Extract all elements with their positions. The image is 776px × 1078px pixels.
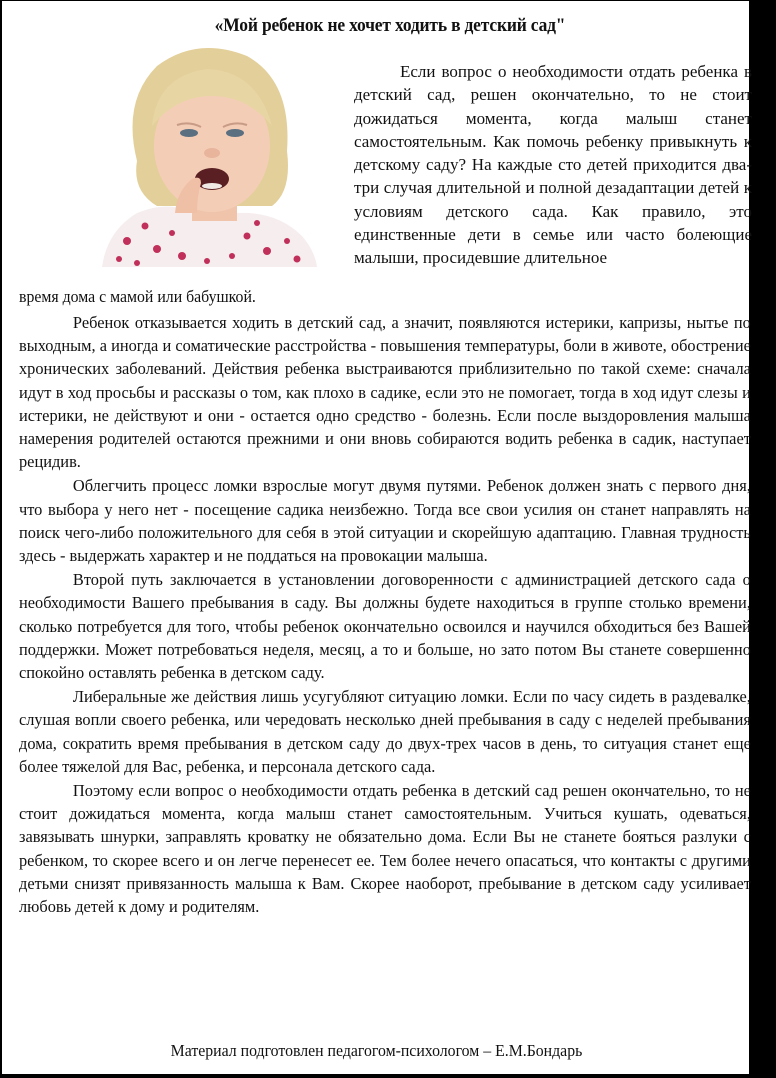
paragraph: Облегчить процесс ломки взрослые могут двумя путями. Ребенок должен знать с первого дня, что выбора у него нет - посещение садика неизбежно. Тогда все свои усилия он станет направлять на поиск чего-либо положительного для себя в этой ситуации и скорейшую адаптацию. Главная трудность здесь - выдержать характер и не поддаться на провокации малыша.	[19, 476, 751, 566]
intro-paragraph	[354, 60, 752, 270]
paragraph: Ребенок отказывается ходить в детский сад, а значит, появляются истерики, капризы, нытье по выходным, а иногда и соматические расстройства - повышения температуры, боли в животе, обострение хронических заболеваний. Действия ребенка выстраиваются приблизительно по такой схеме: сначала идут в ход просьбы и рассказы о том, как плохо в садике, если это не помогает, тогда в ход идут слезы и истерики, не действуют и они - остается одно средство - болезнь. Если после выздоровления малыша намерения родителей остаются прежними и они вновь собираются водить ребенка в садик, наступает рецидив.	[19, 313, 751, 472]
crying-child-photo	[97, 41, 322, 267]
paragraph: Второй путь заключается в установлении договоренности с администрацией детского сада о необходимости Вашего пребывания в саду. Вы должны будете находиться в группе столько времени, сколько потребуется для того, чтобы ребенок окончательно освоился и научился обходиться без Вашей поддержки. Может потребоваться неделя, месяц, а то и больше, но зато потом Вы станете совершенно спокойно оставлять ребенка в детском саду.	[19, 570, 751, 683]
document-title: «Мой ребенок не хочет ходить в детский сад"	[214, 15, 566, 36]
intro-text: Если вопрос о необходимости отдать ребенка в детский сад, решен окончательно, то не стоит дожидаться момента, когда малыш станет самостоятельным. Как помочь ребенку привыкнуть к детскому саду? На каждые сто детей приходится два-три случая длительной и полной дезадаптации детей к условиям детского сада. Как правило, это единственные дети в семье или часто болеющие малыши, просидевшие длительное	[354, 62, 752, 268]
paragraph: Поэтому если вопрос о необходимости отдать ребенка в детский сад решен окончательно, то не стоит дожидаться момента, когда малыш станет самостоятельным. Учиться кушать, одеваться, завязывать шнурки, заправлять кроватку не обязательно дома. Если Вы не станете бояться разлуки с ребенком, то скорее всего и он легче перенесет ее. Тем более нечего опасаться, что контакты с другими детьми снизят привязанность малыша к Вам. Скорее наоборот, пребывание в детском саду усиливает любовь детей к дому и родителям.	[19, 781, 751, 917]
article-body	[19, 311, 751, 918]
intro-paragraph-tail: время дома с мамой или бабушкой.	[19, 287, 256, 306]
author-credit: Материал подготовлен педагогом-психологом – Е.М.Бондарь	[170, 1041, 583, 1060]
paragraph: Либеральные же действия лишь усугубляют ситуацию ломки. Если по часу сидеть в раздевалке, слушая вопли своего ребенка, или чередовать несколько дней пребывания в саду с неделей пребывания дома, сократить время пребывания в детском саду до двух-трех часов в день, то ситуация станет еще более тяжелой для Вас, ребенка, и персонала детского сада.	[19, 687, 751, 776]
